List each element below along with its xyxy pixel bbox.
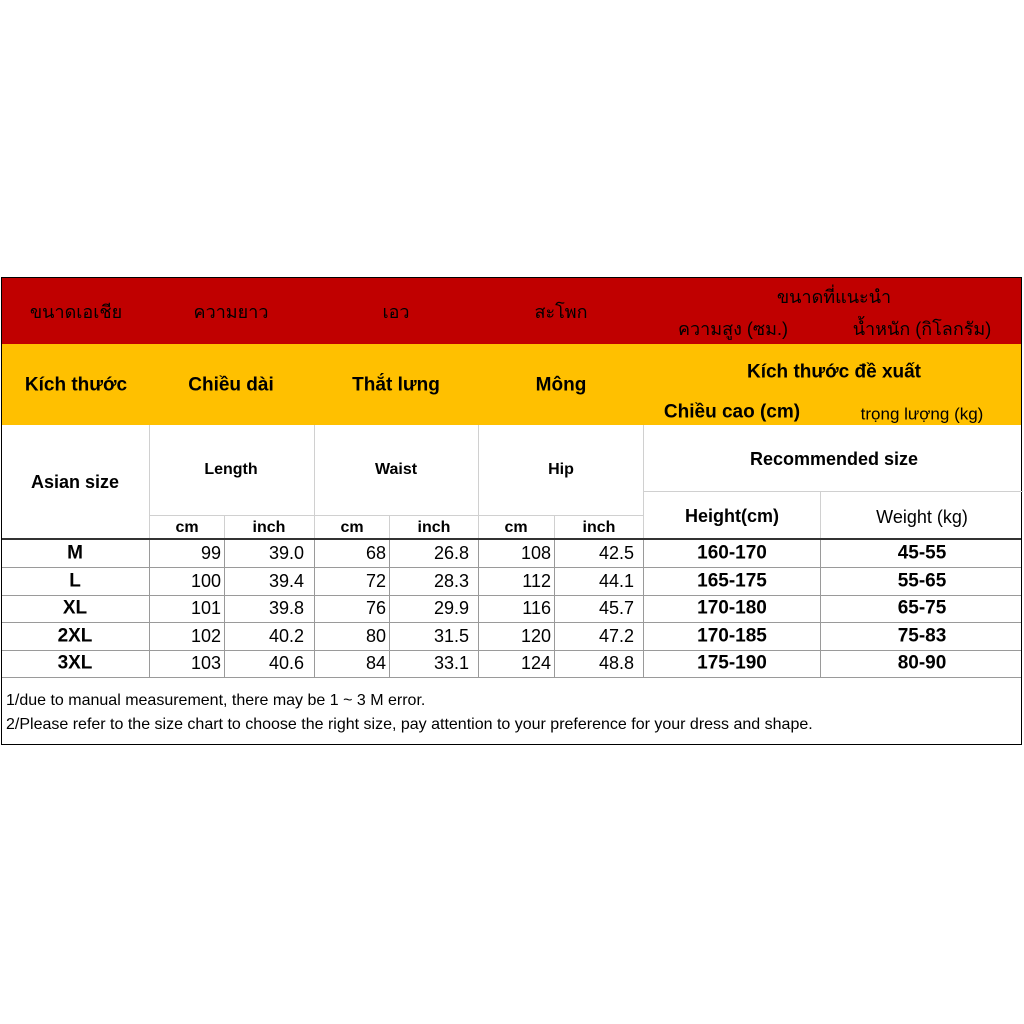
grid-line — [389, 540, 390, 677]
weight-cell: 75-83 — [897, 625, 947, 647]
length-cm-cell: 100 — [190, 571, 221, 591]
weight-cell: 55-65 — [897, 570, 947, 592]
thai-height-header: ความสูง (ซม.) — [678, 319, 788, 339]
header-divider — [2, 538, 1021, 540]
thai-recommended-header: ขนาดที่แนะนำ — [776, 287, 892, 307]
grid-line — [643, 540, 644, 677]
grid-line — [2, 677, 1021, 678]
eng-waist-header: Waist — [374, 461, 418, 478]
thai-weight-header: น้ำหนัก (กิโลกรัม) — [852, 319, 992, 339]
length-inch-unit: inch — [252, 519, 286, 536]
hip-inch-unit: inch — [582, 519, 616, 536]
length-cm-unit: cm — [175, 519, 199, 536]
size-cell: L — [69, 570, 81, 592]
viet-hip-header: Mông — [535, 374, 587, 396]
viet-length-header: Chiều dài — [188, 374, 274, 396]
note-1: 1/due to manual measurement, there may be 1 ~ 3 M error. — [6, 692, 426, 709]
grid-line — [820, 491, 821, 539]
grid-line — [149, 515, 643, 516]
grid-line — [2, 595, 1021, 596]
eng-length-header: Length — [204, 461, 258, 478]
hip-inch-cell: 45.7 — [598, 598, 634, 618]
viet-waist-header: Thắt lưng — [352, 374, 440, 396]
hip-inch-cell: 48.8 — [598, 653, 634, 673]
grid-line — [2, 650, 1021, 651]
hip-inch-cell: 42.5 — [598, 543, 634, 563]
hip-cm-unit: cm — [504, 519, 528, 536]
length-cm-cell: 99 — [200, 543, 221, 563]
height-cell: 160-170 — [697, 542, 767, 564]
hip-cm-cell: 120 — [520, 626, 551, 646]
height-cell: 170-180 — [697, 597, 767, 619]
viet-recommended-header: Kích thước đề xuất — [746, 361, 922, 383]
grid-line — [478, 425, 479, 539]
length-inch-cell: 39.8 — [268, 598, 304, 618]
grid-line — [2, 622, 1021, 623]
waist-inch-cell: 29.9 — [433, 598, 469, 618]
height-cell: 165-175 — [697, 570, 767, 592]
thai-asian-size-header: ขนาดเอเชีย — [29, 302, 123, 322]
weight-cell: 65-75 — [897, 597, 947, 619]
length-inch-cell: 40.2 — [268, 626, 304, 646]
size-cell: 3XL — [57, 652, 93, 674]
length-cm-cell: 101 — [190, 598, 221, 618]
size-chart — [1, 277, 1022, 745]
grid-line — [224, 515, 225, 539]
hip-cm-cell: 124 — [520, 653, 551, 673]
grid-line — [314, 540, 315, 677]
grid-line — [149, 425, 150, 539]
waist-cm-cell: 76 — [365, 598, 386, 618]
waist-cm-cell: 80 — [365, 626, 386, 646]
waist-cm-unit: cm — [340, 519, 364, 536]
hip-cm-cell: 112 — [522, 571, 551, 591]
weight-cell: 45-55 — [897, 542, 947, 564]
eng-recommended-header: Recommended size — [749, 449, 919, 469]
viet-weight-header: trọng lượng (kg) — [860, 404, 984, 424]
size-cell: 2XL — [57, 625, 93, 647]
grid-line — [554, 540, 555, 677]
grid-line — [2, 567, 1021, 568]
grid-line — [478, 540, 479, 677]
thai-length-header: ความยาว — [193, 302, 269, 322]
waist-cm-cell: 68 — [365, 543, 386, 563]
waist-inch-cell: 33.1 — [433, 653, 469, 673]
eng-hip-header: Hip — [548, 461, 574, 478]
waist-inch-cell: 26.8 — [433, 543, 469, 563]
grid-line — [643, 491, 1023, 492]
viet-asian-size-header: Kích thước — [24, 374, 128, 396]
eng-weight-header: Weight (kg) — [876, 507, 968, 527]
waist-inch-cell: 31.5 — [433, 626, 469, 646]
grid-line — [314, 425, 315, 539]
weight-cell: 80-90 — [897, 652, 947, 674]
note-2: 2/Please refer to the size chart to choose the right size, pay attention to your preference for your dress and shape. — [6, 716, 813, 733]
viet-height-header: Chiều cao (cm) — [663, 401, 801, 423]
length-inch-cell: 39.4 — [268, 571, 304, 591]
hip-inch-cell: 44.1 — [598, 571, 634, 591]
thai-hip-header: สะโพก — [534, 302, 588, 322]
waist-cm-cell: 84 — [365, 653, 386, 673]
length-cm-cell: 103 — [190, 653, 221, 673]
grid-line — [554, 515, 555, 539]
height-cell: 170-185 — [697, 625, 767, 647]
eng-asian-size-header: Asian size — [30, 472, 120, 492]
length-inch-cell: 39.0 — [268, 543, 304, 563]
eng-height-header: Height(cm) — [685, 506, 779, 526]
hip-cm-cell: 116 — [522, 598, 551, 618]
thai-waist-header: เอว — [382, 302, 410, 322]
height-cell: 175-190 — [697, 652, 767, 674]
waist-inch-unit: inch — [417, 519, 451, 536]
length-inch-cell: 40.6 — [268, 653, 304, 673]
hip-inch-cell: 47.2 — [598, 626, 634, 646]
length-cm-cell: 102 — [190, 626, 221, 646]
grid-line — [149, 540, 150, 677]
hip-cm-cell: 108 — [520, 543, 551, 563]
waist-inch-cell: 28.3 — [433, 571, 469, 591]
waist-cm-cell: 72 — [365, 571, 386, 591]
grid-line — [820, 540, 821, 677]
size-cell: M — [67, 542, 83, 564]
grid-line — [224, 540, 225, 677]
size-cell: XL — [62, 597, 88, 619]
grid-line — [389, 515, 390, 539]
grid-line — [643, 425, 644, 539]
